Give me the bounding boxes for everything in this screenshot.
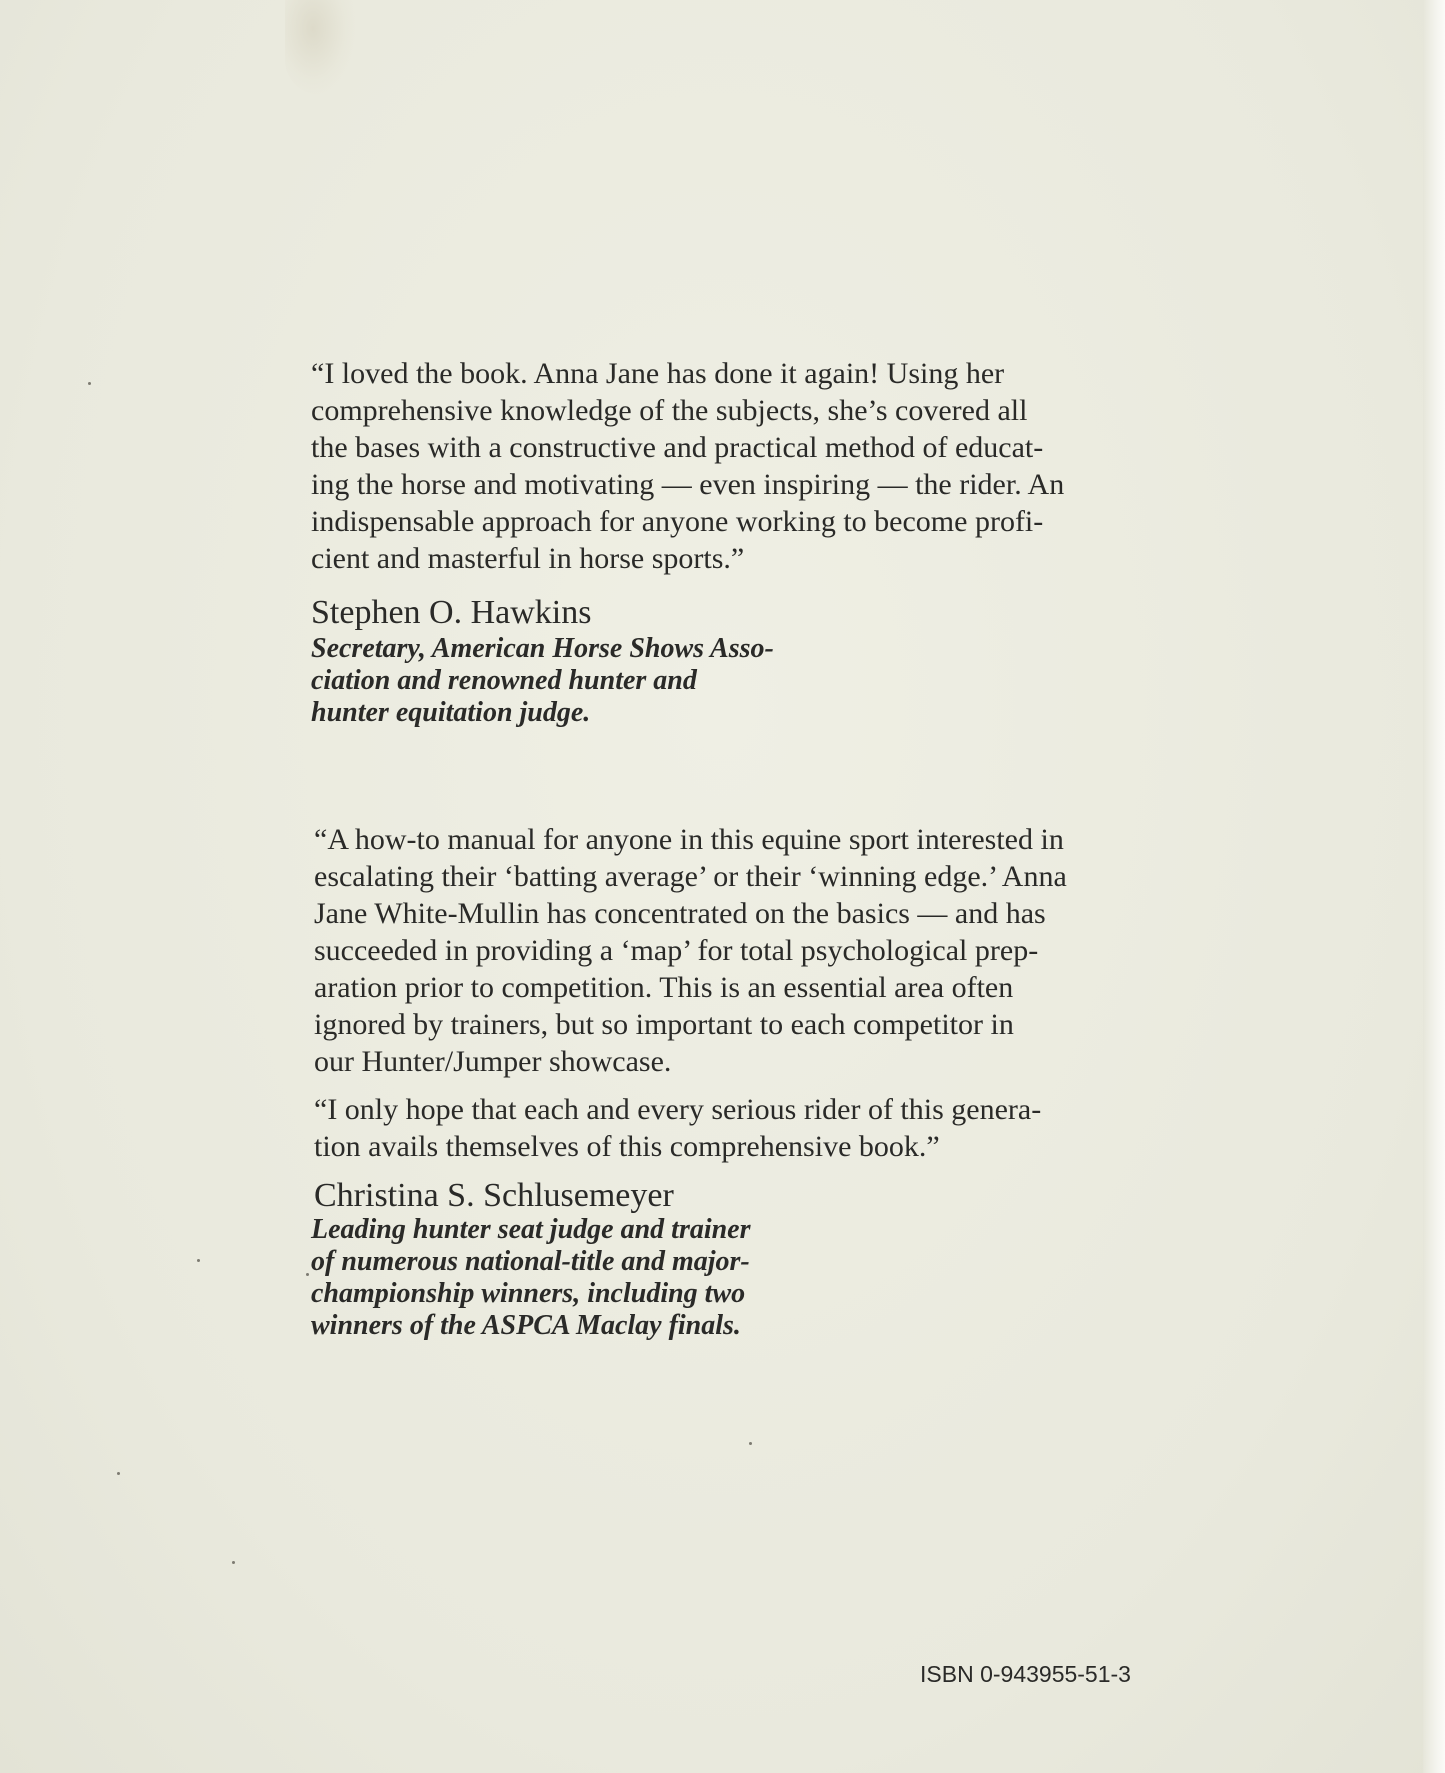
quote-schlusemeyer — [314, 821, 1126, 1080]
author-role-schlusemeyer — [311, 1214, 751, 1342]
quote-line: comprehensive knowledge of the subjects, she’s covered all — [311, 394, 1028, 427]
quote-line: aration prior to competition. This is an essential area often — [314, 971, 1014, 1004]
role-line: Secretary, American Horse Shows Asso- — [311, 633, 774, 664]
quote-line: Jane White-Mullin has concentrated on the basics — and has — [314, 897, 1046, 930]
author-name-schlusemeyer: Christina S. Schlusemeyer — [314, 1177, 674, 1214]
role-line: winners of the ASPCA Maclay finals. — [311, 1310, 741, 1341]
quote-line: “I only hope that each and every serious rider of this genera- — [314, 1093, 1042, 1126]
quote-line: succeeded in providing a ‘map’ for total psychological prep- — [314, 934, 1039, 967]
quote-line: ignored by trainers, but so important to each competitor in — [314, 1008, 1014, 1041]
speck — [88, 382, 91, 385]
speck — [306, 1273, 309, 1276]
quote-line: the bases with a constructive and practical method of educat- — [311, 431, 1044, 464]
quote-line: “I loved the book. Anna Jane has done it again! Using her — [311, 357, 1005, 390]
quote-line: our Hunter/Jumper showcase. — [314, 1045, 672, 1078]
cover-stain — [285, 0, 355, 95]
speck — [117, 1472, 120, 1475]
quote-hawkins — [311, 355, 1131, 577]
quote-line: tion avails themselves of this comprehensive book.” — [314, 1130, 940, 1163]
quote-schlusemeyer-second-paragraph — [314, 1091, 1126, 1165]
author-name-hawkins: Stephen O. Hawkins — [311, 594, 592, 631]
author-role-hawkins — [311, 633, 774, 729]
role-line: hunter equitation judge. — [311, 697, 591, 728]
isbn-number: ISBN 0-943955-51-3 — [920, 1661, 1131, 1687]
quote-line: “A how-to manual for anyone in this equine sport interested in — [314, 823, 1064, 856]
quote-line: ing the horse and motivating — even inspiring — the rider. An — [311, 468, 1065, 501]
cover-right-edge — [1423, 0, 1445, 1773]
role-line: of numerous national-title and major- — [311, 1246, 750, 1277]
role-line: championship winners, including two — [311, 1278, 746, 1309]
quote-line: escalating their ‘batting average’ or their ‘winning edge.’ Anna — [314, 860, 1067, 893]
quote-line: indispensable approach for anyone working to become profi- — [311, 505, 1044, 538]
role-line: Leading hunter seat judge and trainer — [311, 1214, 751, 1245]
quote-line: cient and masterful in horse sports.” — [311, 542, 745, 575]
speck — [197, 1259, 200, 1262]
role-line: ciation and renowned hunter and — [311, 665, 697, 696]
speck — [749, 1442, 752, 1445]
speck — [232, 1561, 235, 1564]
